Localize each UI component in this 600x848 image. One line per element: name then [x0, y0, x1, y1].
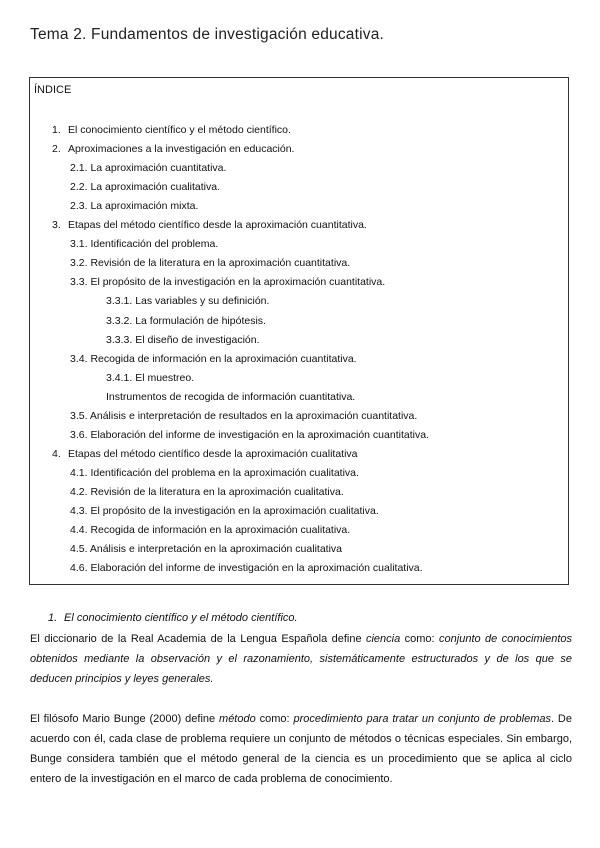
- toc-item: [70, 199, 198, 213]
- paragraph-text: El filósofo Mario Bunge (2000) define: [30, 713, 220, 725]
- section-number: 1.: [48, 612, 58, 624]
- toc-item-number: 4.2.: [70, 485, 88, 498]
- toc-item-text: Elaboración del informe de investigación en la aproximación cuantitativa.: [90, 428, 429, 441]
- toc-item-number: 2.3.: [70, 200, 88, 213]
- toc-item-number: 1.: [52, 124, 61, 136]
- toc-item: [70, 542, 342, 556]
- toc-item-text: Las variables y su definición.: [135, 295, 270, 308]
- toc-item: [70, 352, 357, 366]
- table-of-contents: [30, 78, 568, 584]
- toc-item-text: Análisis e interpretación de resultados en la aproximación cuantitativa.: [89, 409, 418, 422]
- toc-item-text: Etapas del método científico desde la aproximación cualitativa: [68, 447, 358, 460]
- index-heading: ÍNDICE: [34, 84, 72, 96]
- toc-item-text: La aproximación cuantitativa.: [90, 162, 227, 175]
- toc-item-number: 3.3.: [70, 276, 88, 289]
- toc-item-text: El diseño de investigación.: [135, 333, 260, 346]
- toc-item-text: Aproximaciones a la investigación en educación.: [68, 143, 295, 156]
- toc-item-text: Recogida de información en la aproximación cualitativa.: [90, 524, 351, 537]
- toc-item-text: Análisis e interpretación en la aproximación cualitativa: [89, 543, 342, 556]
- toc-item: [106, 371, 194, 385]
- toc-item-text: La aproximación cualitativa.: [90, 181, 221, 194]
- toc-item-number: 2.1.: [70, 162, 88, 175]
- toc-item-text: Recogida de información en la aproximación cuantitativa.: [90, 352, 357, 365]
- toc-item-text: Revisión de la literatura en la aproximación cualitativa.: [90, 485, 344, 498]
- toc-item: [70, 409, 417, 423]
- term-metodo: método: [219, 713, 256, 725]
- toc-item-number: 3.6.: [70, 428, 88, 441]
- toc-item-number: 3.4.1.: [106, 371, 133, 384]
- toc-item-number: 3.3.3.: [106, 333, 133, 346]
- toc-item: [70, 256, 350, 270]
- paragraph-definition-metodo: [30, 709, 572, 789]
- toc-item: [106, 333, 260, 347]
- toc-item: [70, 561, 423, 575]
- toc-item-number: 4.1.: [70, 466, 88, 479]
- page-title: Tema 2. Fundamentos de investigación educativa.: [30, 26, 385, 43]
- toc-item-text: Identificación del problema en la aproximación cualitativa.: [90, 466, 359, 479]
- toc-item-number: 3.4.: [70, 352, 88, 365]
- toc-item: [70, 485, 344, 499]
- toc-item: [70, 180, 220, 194]
- toc-item: [70, 428, 429, 442]
- toc-item: [52, 123, 291, 137]
- toc-item-number: 2.2.: [70, 181, 88, 194]
- toc-item-text: La formulación de hipótesis.: [135, 314, 266, 327]
- term-ciencia: ciencia: [365, 633, 401, 645]
- paragraph-definition-ciencia: [30, 629, 572, 689]
- toc-item: [106, 390, 355, 404]
- toc-item-text: Identificación del problema.: [90, 238, 219, 251]
- toc-item-number: 4.6.: [70, 562, 88, 575]
- toc-item: [106, 294, 269, 308]
- toc-item-text: El conocimiento científico y el método científico.: [68, 124, 291, 136]
- toc-item-number: 3.1.: [70, 238, 88, 251]
- toc-item-number: 4.3.: [70, 505, 88, 517]
- paragraph-text: El diccionario de la Real Academia de la Lengua Española define: [30, 633, 366, 645]
- toc-item-number: 3.3.2.: [106, 314, 133, 327]
- toc-item: [52, 447, 358, 461]
- toc-item: [70, 523, 350, 537]
- toc-item-number: 4.4.: [70, 524, 88, 537]
- toc-item: [70, 275, 385, 289]
- toc-item: [70, 504, 379, 518]
- toc-item-text: El propósito de la investigación en la aproximación cuantitativa.: [90, 276, 386, 289]
- toc-item: [52, 142, 294, 156]
- toc-item-text: Instrumentos de recogida de información cuantitativa.: [106, 390, 356, 403]
- toc-item: [106, 314, 266, 328]
- toc-item-text: Elaboración del informe de investigación en la aproximación cualitativa.: [90, 562, 423, 575]
- toc-item-text: Etapas del método científico desde la aproximación cuantitativa.: [68, 219, 367, 232]
- paragraph-text: . De acuerdo con él, cada clase de problema requiere un conjunto de métodos o técnicas especiales. Sin embargo, Bunge considera también que el método general de la ciencia es un procedimiento que se aplica al ciclo entero de la investigación en el marco de cada problema de conocimiento.: [30, 713, 572, 785]
- definition-ciencia: conjunto de conocimientos obtenidos mediante la observación y el razonamiento, sistemáticamente estructurados y de los que se deducen principios y leyes generales.: [30, 633, 572, 685]
- paragraph-text: como:: [400, 633, 440, 645]
- toc-item-text: El muestreo.: [135, 371, 195, 384]
- toc-item-text: Revisión de la literatura en la aproximación cuantitativa.: [90, 257, 351, 270]
- toc-item-number: 2.: [52, 143, 61, 156]
- toc-item-number: 4.: [52, 447, 61, 460]
- toc-item: [70, 237, 218, 251]
- toc-item-number: 3.3.1.: [106, 295, 133, 308]
- toc-item-text: El propósito de la investigación en la aproximación cualitativa.: [90, 505, 379, 517]
- toc-item-number: 3.5.: [70, 409, 88, 422]
- section-title: El conocimiento científico y el método científico.: [64, 612, 298, 624]
- paragraph-text: como:: [255, 713, 294, 725]
- toc-item: [52, 218, 367, 232]
- index-box: [29, 77, 569, 585]
- toc-item-number: 4.5.: [70, 543, 88, 556]
- toc-item: [70, 466, 359, 480]
- toc-item-number: 3.: [52, 219, 61, 232]
- section-heading: [48, 612, 298, 624]
- toc-item-text: La aproximación mixta.: [90, 200, 199, 213]
- definition-metodo: procedimiento para tratar un conjunto de problemas: [293, 713, 551, 725]
- toc-item: [70, 161, 226, 175]
- toc-item-number: 3.2.: [70, 257, 88, 270]
